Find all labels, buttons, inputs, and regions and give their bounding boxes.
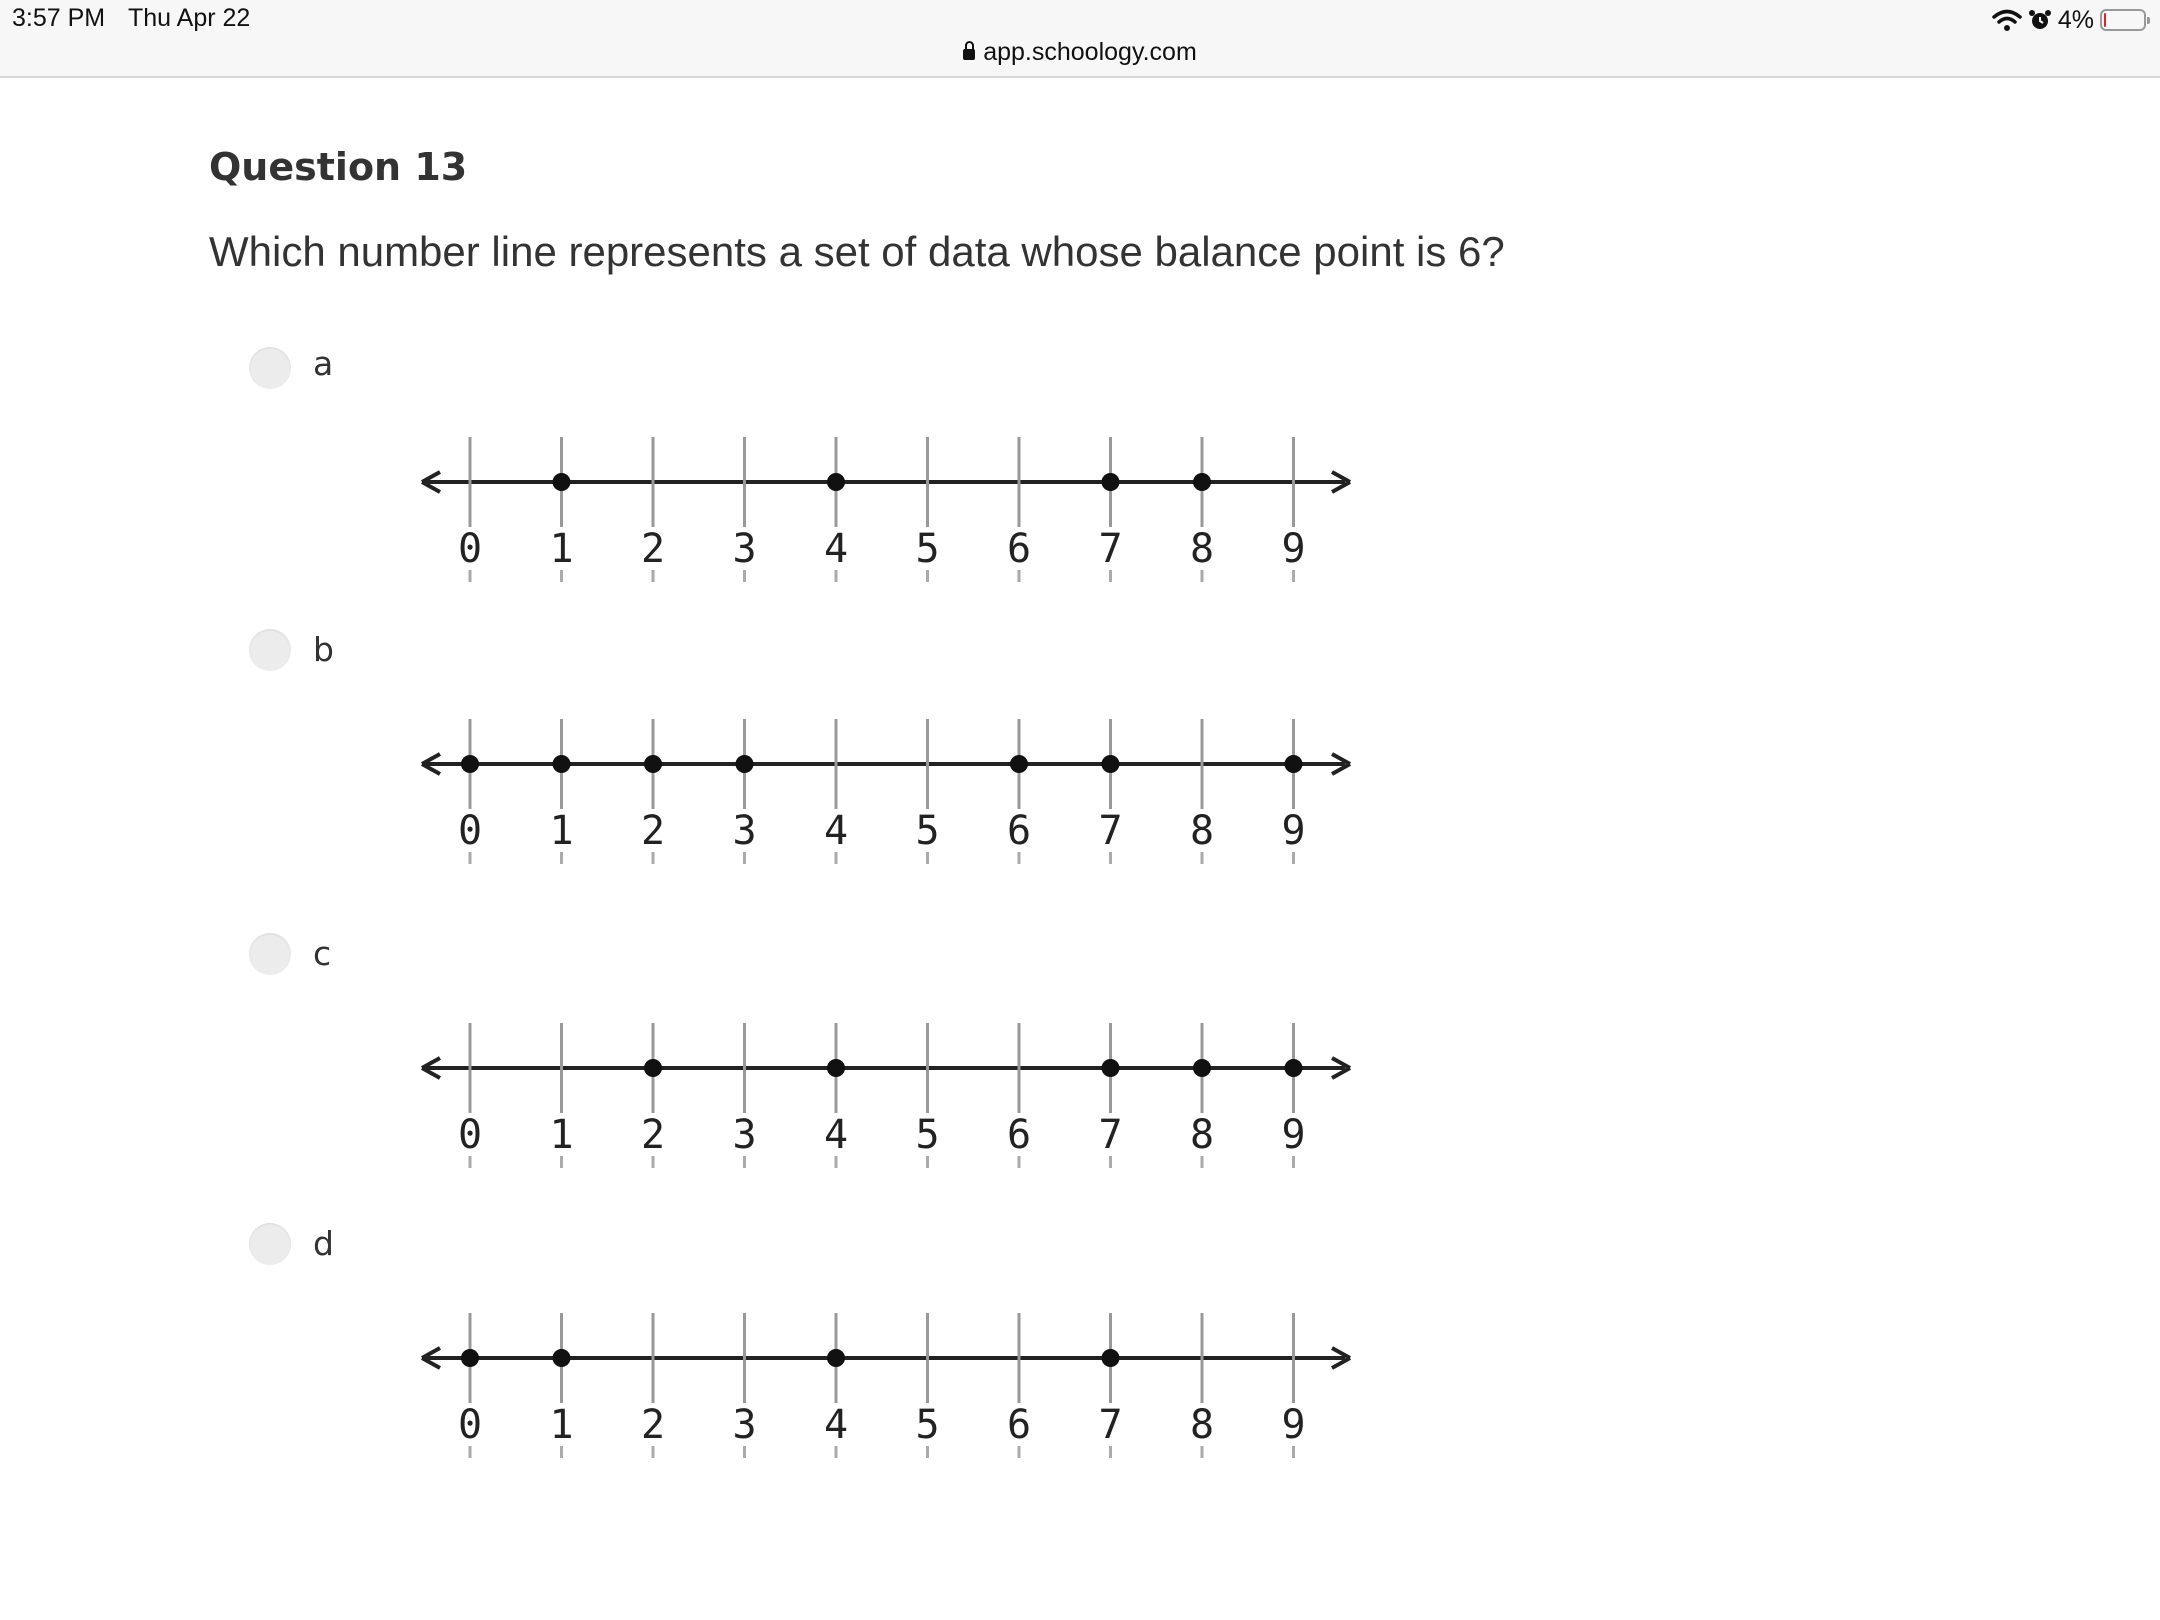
status-bar xyxy=(0,0,2160,78)
tick-label: 8 xyxy=(1189,808,1215,854)
data-point xyxy=(553,1349,571,1367)
battery-icon xyxy=(2100,9,2146,31)
tick-label: 6 xyxy=(1006,808,1032,854)
battery-percent: 4% xyxy=(2057,5,2094,34)
radio-button-a[interactable] xyxy=(249,347,291,389)
choice-label-a: a xyxy=(313,344,334,383)
number-line-d xyxy=(400,1298,1380,1468)
data-point xyxy=(553,755,571,773)
radio-button-d[interactable] xyxy=(249,1223,291,1265)
data-point xyxy=(461,1349,479,1367)
number-line-a xyxy=(400,422,1380,592)
data-point xyxy=(1102,1059,1120,1077)
tick-label: 6 xyxy=(1006,526,1032,572)
tick-label: 0 xyxy=(457,1112,483,1158)
tick-label: 5 xyxy=(915,1402,940,1448)
data-point xyxy=(827,473,845,491)
status-time: 3:57 PM xyxy=(12,4,106,32)
data-point xyxy=(827,1059,845,1077)
tick-label: 2 xyxy=(640,1112,666,1158)
data-point xyxy=(1010,755,1028,773)
tick-label: 8 xyxy=(1189,1402,1215,1448)
tick-label: 2 xyxy=(640,1402,666,1448)
wifi-icon xyxy=(1992,8,2022,32)
tick-label: 9 xyxy=(1281,526,1306,572)
tick-label: 6 xyxy=(1006,1402,1032,1448)
tick-label: 0 xyxy=(457,808,483,854)
data-point xyxy=(827,1349,845,1367)
tick-label: 8 xyxy=(1189,1112,1215,1158)
alarm-icon xyxy=(2028,8,2052,32)
tick-label: 7 xyxy=(1098,1402,1123,1448)
number-line-c xyxy=(400,1008,1380,1178)
data-point xyxy=(1285,755,1303,773)
data-point xyxy=(644,755,662,773)
data-point xyxy=(461,755,479,773)
question-text: Which number line represents a set of data whose balance point is 6? xyxy=(209,228,1505,275)
number-line-b xyxy=(400,704,1380,874)
data-point xyxy=(1102,755,1120,773)
status-date: Thu Apr 22 xyxy=(128,4,251,32)
tick-label: 9 xyxy=(1281,1112,1306,1158)
address-url: app.schoology.com xyxy=(983,38,1197,66)
question-number: Question 13 xyxy=(209,145,468,189)
tick-label: 0 xyxy=(457,526,483,572)
data-point xyxy=(1102,473,1120,491)
address-bar[interactable] xyxy=(0,38,2160,67)
tick-label: 9 xyxy=(1281,808,1306,854)
tick-label: 7 xyxy=(1098,1112,1123,1158)
tick-label: 0 xyxy=(457,1402,483,1448)
tick-label: 4 xyxy=(823,526,849,572)
radio-button-b[interactable] xyxy=(249,629,291,671)
tick-label: 4 xyxy=(823,808,849,854)
data-point xyxy=(736,755,754,773)
tick-label: 1 xyxy=(549,808,574,854)
data-point xyxy=(553,473,571,491)
tick-label: 7 xyxy=(1098,808,1123,854)
tick-label: 1 xyxy=(549,1402,574,1448)
tick-label: 5 xyxy=(915,808,940,854)
tick-label: 3 xyxy=(732,808,757,854)
data-point xyxy=(1193,473,1211,491)
choice-label-d: d xyxy=(313,1224,334,1263)
tick-label: 5 xyxy=(915,1112,940,1158)
tick-label: 8 xyxy=(1189,526,1215,572)
tick-label: 3 xyxy=(732,526,757,572)
tick-label: 4 xyxy=(823,1402,849,1448)
data-point xyxy=(1285,1059,1303,1077)
tick-label: 3 xyxy=(732,1112,757,1158)
tick-label: 4 xyxy=(823,1112,849,1158)
battery-level-fill xyxy=(2104,13,2106,27)
tick-label: 1 xyxy=(549,526,574,572)
choice-label-c: c xyxy=(313,934,332,973)
tick-label: 6 xyxy=(1006,1112,1032,1158)
tick-label: 2 xyxy=(640,526,666,572)
data-point xyxy=(1102,1349,1120,1367)
data-point xyxy=(1193,1059,1211,1077)
tick-label: 5 xyxy=(915,526,940,572)
status-indicators xyxy=(1992,4,2146,36)
tick-label: 3 xyxy=(732,1402,757,1448)
choice-label-b: b xyxy=(313,630,334,669)
tick-label: 2 xyxy=(640,808,666,854)
tick-label: 7 xyxy=(1098,526,1123,572)
tick-label: 1 xyxy=(549,1112,574,1158)
data-point xyxy=(644,1059,662,1077)
tick-label: 9 xyxy=(1281,1402,1306,1448)
radio-button-c[interactable] xyxy=(249,933,291,975)
lock-icon xyxy=(963,49,975,60)
